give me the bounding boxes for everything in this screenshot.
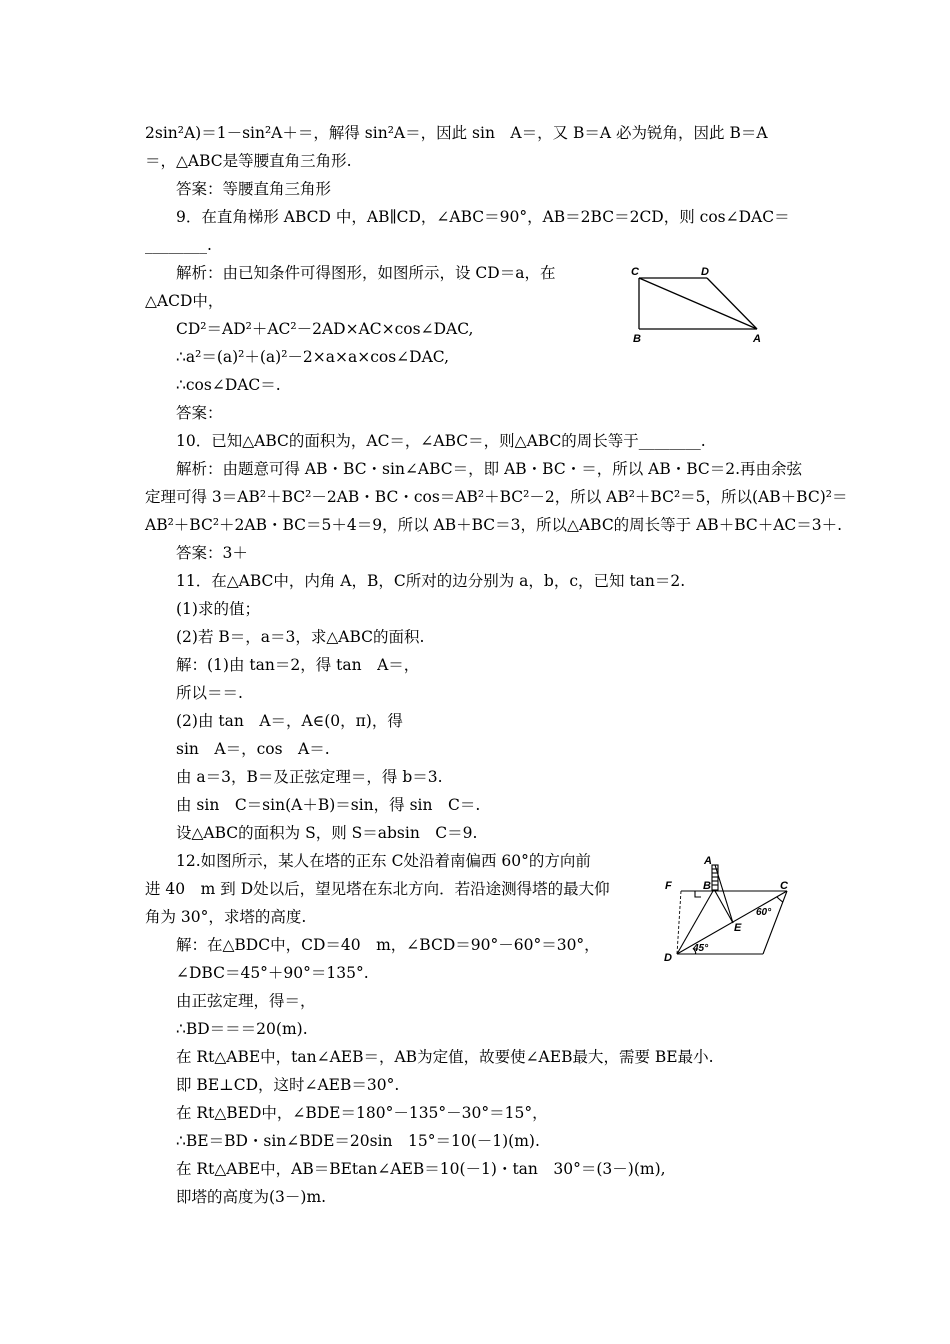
answer-blank: ________. [145,236,212,254]
text-line: 定理可得 3＝AB²＋BC²－2AB・BC・cos＝AB²＋BC²－2，所以 AB²＋BC²＝5，所以(AB＋BC)²＝ [145,488,848,506]
problem-12: 12.如图所示，某人在塔的正东 C处沿着南偏西 60°的方向前 [176,852,591,870]
problem-9: 9．在直角梯形 ABCD 中，AB∥CD，∠ABC＝90°，AB＝2BC＝2CD，则 cos∠DAC＝ [176,208,790,226]
text-line: (1)求的值； [176,600,260,618]
text-line: (2)若 B＝，a＝3，求△ABC的面积. [176,628,425,646]
label-b: B [633,333,641,345]
answer-line: 答案：3＋ [176,544,248,562]
problem-10: 10．已知△ABC的面积为，AC＝，∠ABC＝，则△ABC的周长等于________. [176,432,706,450]
label-c: C [780,880,788,892]
text-line: 解：在△BDC中，CD＝40 m，∠BCD＝90°－60°＝30°， [176,936,600,954]
text-line: 在 Rt△ABE中，AB＝BEtan∠AEB＝10(－1)・tan 30°＝(3－)(m), [176,1160,666,1178]
text-line: 由正弦定理，得＝， [176,992,316,1010]
label-e: E [734,922,742,934]
text-line: 解析：由已知条件可得图形，如图所示，设 CD＝a，在 [176,264,556,282]
tower-figure [655,853,795,968]
text-line: ＝，△ABC是等腰直角三角形. [145,152,352,170]
text-line: 角为 30°，求塔的高度. [145,908,307,926]
formula-line: ∴cos∠DAC＝. [176,376,281,394]
text-line: 设△ABC的面积为 S，则 S＝absin C＝9. [176,824,478,842]
text-line: sin A＝，cos A＝. [176,740,330,758]
label-d: D [664,952,672,964]
text-line: 解析：由题意可得 AB・BC・sin∠ABC＝，即 AB・BC・＝，所以 AB・BC＝2.再由余弦 [176,460,803,478]
answer-line: 答案：等腰直角三角形 [176,180,332,198]
text-line: 由 sin C＝sin(A＋B)＝sin，得 sin C＝. [176,796,481,814]
label-45-degrees: 45° [693,943,709,954]
label-a: A [704,855,712,867]
text-line: 由 a＝3，B＝及正弦定理＝，得 b＝3. [176,768,443,786]
text-line: 所以＝＝. [176,684,243,702]
text-line: 即 BE⊥CD，这时∠AEB＝30°. [176,1076,400,1094]
text-line: 即塔的高度为(3－)m. [176,1188,327,1206]
formula-line: CD²＝AD²＋AC²－2AD×AC×cos∠DAC, [176,320,474,338]
problem-11: 11．在△ABC中，内角 A，B，C所对的边分别为 a，b，c，已知 tan＝2. [176,572,686,590]
label-60-degrees: 60° [756,907,772,918]
text-line: 2sin²A)＝1－sin²A＋＝，解得 sin²A＝，因此 sin A＝，又 B＝A 必为锐角，因此 B＝A [145,124,768,142]
text-line: 进 40 m 到 D处以后，望见塔在东北方向．若沿途测得塔的最大仰 [145,880,610,898]
text-line: 在 Rt△ABE中，tan∠AEB＝，AB为定值，故要使∠AEB最大，需要 BE最小. [176,1048,714,1066]
trapezoid-figure [625,262,775,352]
answer-line: 答案： [176,404,223,422]
formula-line: ∴a²＝(a)²＋(a)²－2×a×a×cos∠DAC, [176,348,450,366]
label-a: A [753,333,761,345]
label-c: C [631,266,639,278]
text-line: ∴BD＝＝＝20(m). [176,1020,308,1038]
text-line: AB²＋BC²＋2AB・BC＝5＋4＝9，所以 AB＋BC＝3，所以△ABC的周长等于 AB＋BC＋AC＝3＋. [145,516,843,534]
text-line: 在 Rt△BED中，∠BDE＝180°－135°－30°＝15°， [176,1104,548,1122]
label-b: B [703,880,711,892]
text-line: (2)由 tan A＝，A∈(0，π)，得 [176,712,403,730]
text-line: △ACD中， [145,292,224,310]
text-line: ∠DBC＝45°＋90°＝135°. [176,964,369,982]
text-line: ∴BE＝BD・sin∠BDE＝20sin 15°＝10(－1)(m). [176,1132,540,1150]
text-line: 解：(1)由 tan＝2，得 tan A＝， [176,656,420,674]
label-f: F [665,880,672,892]
label-d: D [701,266,709,278]
